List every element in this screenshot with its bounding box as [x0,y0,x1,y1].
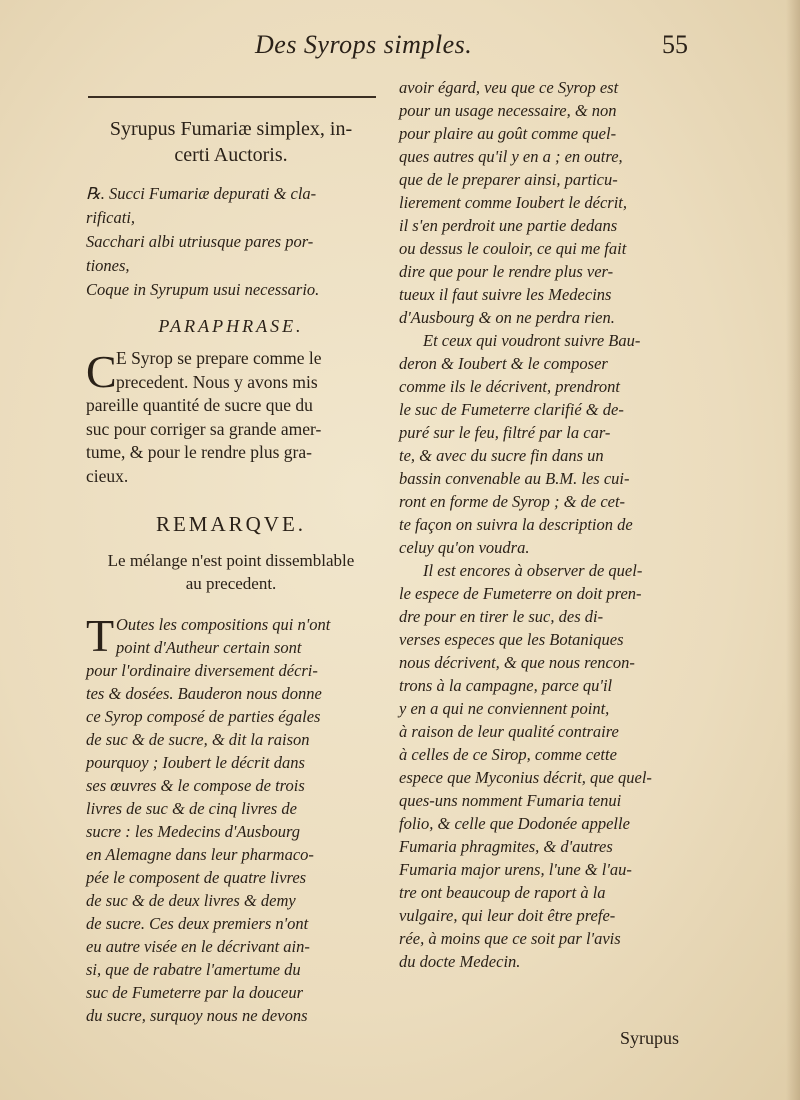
right-line: avoir égard, veu que ce Syrop est [399,78,619,97]
remark-heading: REMARQVE. [155,512,307,536]
right-line: d'Ausbourg & on ne perdra rien. [399,308,615,327]
remark-line: suc de Fumeterre par la douceur [86,983,304,1002]
right-line: dre pour en tirer le suc, des di- [399,607,604,626]
recipe-line: Coque in Syrupum usui necessario. [86,280,320,299]
remark-text [86,610,376,1027]
remark-line: sucre : les Medecins d'Ausbourg [86,822,301,841]
remark-line: ce Syrop composé de parties égales [86,707,321,726]
right-line: te, & avec du sucre fin dans un [399,446,604,465]
remark-subtitle [86,549,376,595]
right-line: il s'en perdroit une partie dedans [399,216,618,235]
right-line: celuy qu'on voudra. [399,538,530,557]
right-line: ques-uns nomment Fumaria tenui [399,791,622,810]
right-line: le espece de Fumeterre on doit pren- [399,584,642,603]
remark-line: livres de suc & de cinq livres de [86,799,297,818]
recipe-line: tiones, [86,256,130,275]
right-line: pour un usage necessaire, & non [399,101,617,120]
right-column [399,76,701,973]
remark-line: de sucre. Ces deux premiers n'ont [86,914,309,933]
remark-line: tes & dosées. Bauderon nous donne [86,684,322,703]
right-line: Et ceux qui voudront suivre Bau- [423,331,641,350]
right-line: rée, à moins que ce soit par l'avis [399,929,621,948]
remark-line: eu autre visée en le décrivant ain- [86,937,310,956]
right-line: vulgaire, qui leur doit être prefe- [399,906,616,925]
right-line: dire que pour le rendre plus ver- [399,262,614,281]
remark-line: Outes les compositions qui n'ont [116,615,331,634]
right-line: nous décrivent, & que nous rencon- [399,653,635,672]
right-line: trons à la campagne, parce qu'il [399,676,613,695]
right-line: à raison de leur qualité contraire [399,722,619,741]
right-line: deron & Ioubert & le composer [399,354,608,373]
right-line: Fumaria major urens, l'une & l'au- [399,860,632,879]
right-line: Fumaria phragmites, & d'autres [399,837,613,856]
right-line: Il est encores à observer de quel- [423,561,643,580]
paraphrase-line: suc pour corriger sa grande amer- [86,418,322,439]
recipe-title [86,116,376,168]
recipe-line: rificati, [86,208,136,227]
right-line: ques autres qu'il y en a ; en outre, [399,147,623,166]
remark-line: en Alemagne dans leur pharmaco- [86,845,314,864]
drop-cap: C [86,346,117,397]
paraphrase-line: cieux. [86,465,129,486]
catchword: Syrupus [620,1028,680,1048]
paraphrase-heading: PARAPHRASE. [158,316,304,336]
paraphrase-text [86,347,376,488]
remark-line: ses œuvres & le compose de trois [86,776,305,795]
remark-line: pourquoy ; Ioubert le décrit dans [86,753,305,772]
right-line: lierement comme Ioubert le décrit, [399,193,628,212]
title-line: Syrupus Fumariæ simplex, in- [109,118,353,140]
left-column [86,116,376,1027]
remark-line: point d'Autheur certain sont [116,638,302,657]
remark-line: du sucre, surquoy nous ne devons [86,1006,308,1025]
paraphrase-line: E Syrop se prepare comme le [116,348,322,368]
right-line: le suc de Fumeterre clarifié & de- [399,400,624,419]
right-line: ront en forme de Syrop ; & de cet- [399,492,626,511]
right-line: que de le preparer ainsi, particu- [399,170,618,189]
remark-subtitle-line: Le mélange n'est point dissemblable [107,551,355,570]
remark-line: pour l'ordinaire diversement décri- [86,661,318,680]
page-edge-shadow [786,0,800,1100]
remark-line: de suc & de deux livres & demy [86,891,296,910]
paraphrase-line: pareille quantité de sucre que du [86,395,313,415]
header-rule [88,96,376,98]
right-line: ou dessus le couloir, ce qui me fait [399,239,627,258]
right-line: te façon on suivra la description de [399,515,633,534]
recipe-formula [86,182,376,302]
paraphrase-line: precedent. Nous y avons mis [116,371,318,392]
recipe-line: ℞. Succi Fumariæ depurati & cla- [86,184,317,203]
title-line: certi Auctoris. [174,144,288,166]
right-line: espece que Myconius décrit, que quel- [399,768,652,787]
paraphrase-line: tume, & pour le rendre plus gra- [86,442,312,462]
right-line: y en a qui ne conviennent point, [399,699,610,718]
remark-line: si, que de rabatre l'amertume du [86,960,301,979]
right-line: folio, & celle que Dodonée appelle [399,814,630,833]
recipe-line: Sacchari albi utriusque pares por- [86,232,314,251]
right-line: tre ont beaucoup de raport à la [399,883,606,902]
right-line: comme ils le décrivent, prendront [399,377,621,396]
right-line: puré sur le feu, filtré par la car- [399,423,611,442]
right-line: tueux il faut suivre les Medecins [399,285,612,304]
remark-subtitle-line: au precedent. [185,574,277,593]
remark-line: de suc & de sucre, & dit la raison [86,730,310,749]
right-line: pour plaire au goût comme quel- [399,124,617,143]
drop-cap: T [86,610,115,661]
right-line: du docte Medecin. [399,952,521,971]
running-head: Des Syrops simples. [255,30,473,59]
remark-line: pée le composent de quatre livres [86,868,307,887]
right-line: à celles de ce Sirop, comme cette [399,745,617,764]
right-line: bassin convenable au B.M. les cui- [399,469,630,488]
page-number: 55 [662,30,688,59]
right-line: verses especes que les Botaniques [399,630,624,649]
